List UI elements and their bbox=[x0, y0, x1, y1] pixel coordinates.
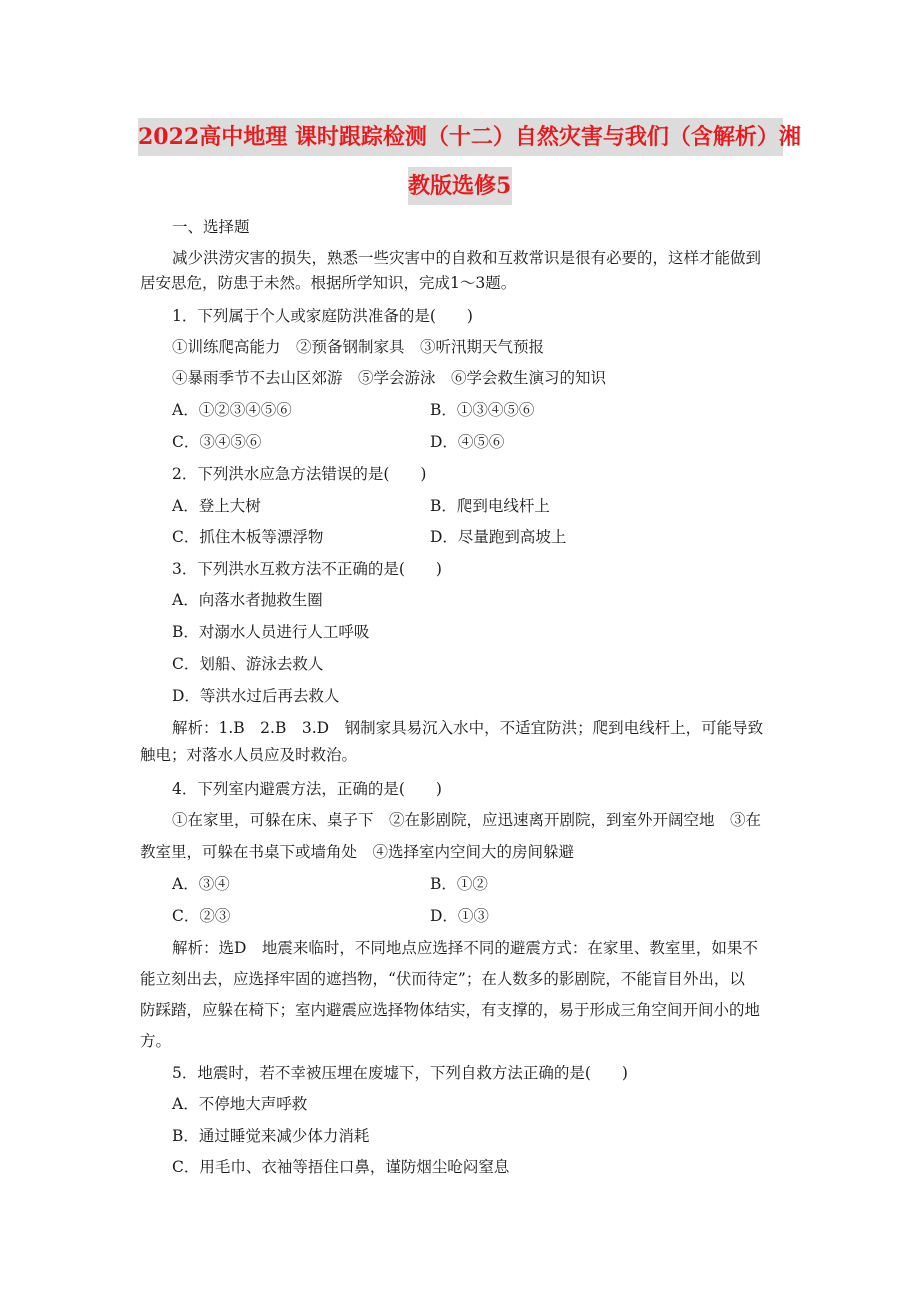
question-2-option-c: C．抓住木板等漂浮物 bbox=[172, 528, 324, 546]
question-2-stem: 2．下列洪水应急方法错误的是( ) bbox=[172, 465, 427, 483]
question-3-option-b: B．对溺水人员进行人工呼吸 bbox=[172, 623, 370, 641]
question-5-option-a: A．不停地大声呼救 bbox=[172, 1095, 308, 1113]
question-4-items: ①在家里，可躲在床、桌子下 ②在影剧院，应迅速离开剧院，到室外开阔空地 ③在 bbox=[172, 811, 762, 829]
analysis-4: 解析：选D 地震来临时，不同地点应选择不同的避震方式：在家里、教室里，如果不 bbox=[172, 939, 758, 957]
question-4-option-d: D．①③ bbox=[430, 907, 489, 925]
analysis-1-3: 触电；对落水人员应及时救治。 bbox=[140, 746, 358, 764]
question-2-option-d: D．尽量跑到高坡上 bbox=[430, 528, 567, 546]
question-4-items: 教室里，可躲在书桌下或墙角处 ④选择室内空间大的房间躲避 bbox=[140, 843, 575, 861]
analysis-1-3: 解析：1.B 2.B 3.D 钢制家具易沉入水中，不适宜防洪；爬到电线杆上，可能导致 bbox=[172, 719, 764, 737]
document-title-line-1: 2022高中地理 课时跟踪检测（十二）自然灾害与我们（含解析）湘 bbox=[138, 118, 783, 156]
analysis-4: 方。 bbox=[140, 1032, 172, 1050]
question-3-option-d: D．等洪水过后再去救人 bbox=[172, 687, 340, 705]
question-1-option-a: A．①②③④⑤⑥ bbox=[172, 401, 292, 419]
question-5-option-c: C．用毛巾、衣袖等捂住口鼻，谨防烟尘呛闷窒息 bbox=[172, 1158, 510, 1176]
question-5-stem: 5．地震时，若不幸被压埋在废墟下，下列自救方法正确的是( ) bbox=[172, 1064, 628, 1082]
question-2-option-a: A．登上大树 bbox=[172, 497, 261, 515]
question-5-option-b: B．通过睡觉来减少体力消耗 bbox=[172, 1127, 370, 1145]
question-3-stem: 3．下列洪水互救方法不正确的是( ) bbox=[172, 560, 442, 578]
document-title-line-2: 教版选修5 bbox=[408, 167, 512, 205]
question-3-option-c: C．划船、游泳去救人 bbox=[172, 655, 324, 673]
analysis-4: 能立刻出去，应选择牢固的遮挡物，“伏而待定”；在人数多的影剧院，不能盲目外出，以 bbox=[140, 970, 745, 988]
intro-text: 居安思危，防患于未然。根据所学知识，完成1～3题。 bbox=[140, 274, 517, 292]
question-3-option-a: A．向落水者抛救生圈 bbox=[172, 591, 323, 609]
intro-text: 减少洪涝灾害的损失，熟悉一些灾害中的自救和互救常识是很有必要的，这样才能做到 bbox=[172, 249, 762, 267]
question-1-option-b: B．①③④⑤⑥ bbox=[430, 401, 535, 419]
question-1-option-d: D．④⑤⑥ bbox=[430, 433, 505, 451]
question-1-option-c: C．③④⑤⑥ bbox=[172, 433, 262, 451]
question-4-option-c: C．②③ bbox=[172, 907, 231, 925]
question-4-option-b: B．①② bbox=[430, 875, 488, 893]
section-heading: 一、选择题 bbox=[172, 218, 250, 236]
question-1-items: ①训练爬高能力 ②预备钢制家具 ③听汛期天气预报 bbox=[172, 338, 545, 356]
question-1-items: ④暴雨季节不去山区郊游 ⑤学会游泳 ⑥学会救生演习的知识 bbox=[172, 369, 607, 387]
analysis-4: 防踩踏，应躲在椅下；室内避震应选择物体结实，有支撑的，易于形成三角空间开间小的地 bbox=[140, 1001, 761, 1019]
question-4-option-a: A．③④ bbox=[172, 875, 230, 893]
question-2-option-b: B．爬到电线杆上 bbox=[430, 497, 550, 515]
question-4-stem: 4．下列室内避震方法，正确的是( ) bbox=[172, 780, 442, 798]
question-1-stem: 1．下列属于个人或家庭防洪准备的是( ) bbox=[172, 307, 473, 325]
